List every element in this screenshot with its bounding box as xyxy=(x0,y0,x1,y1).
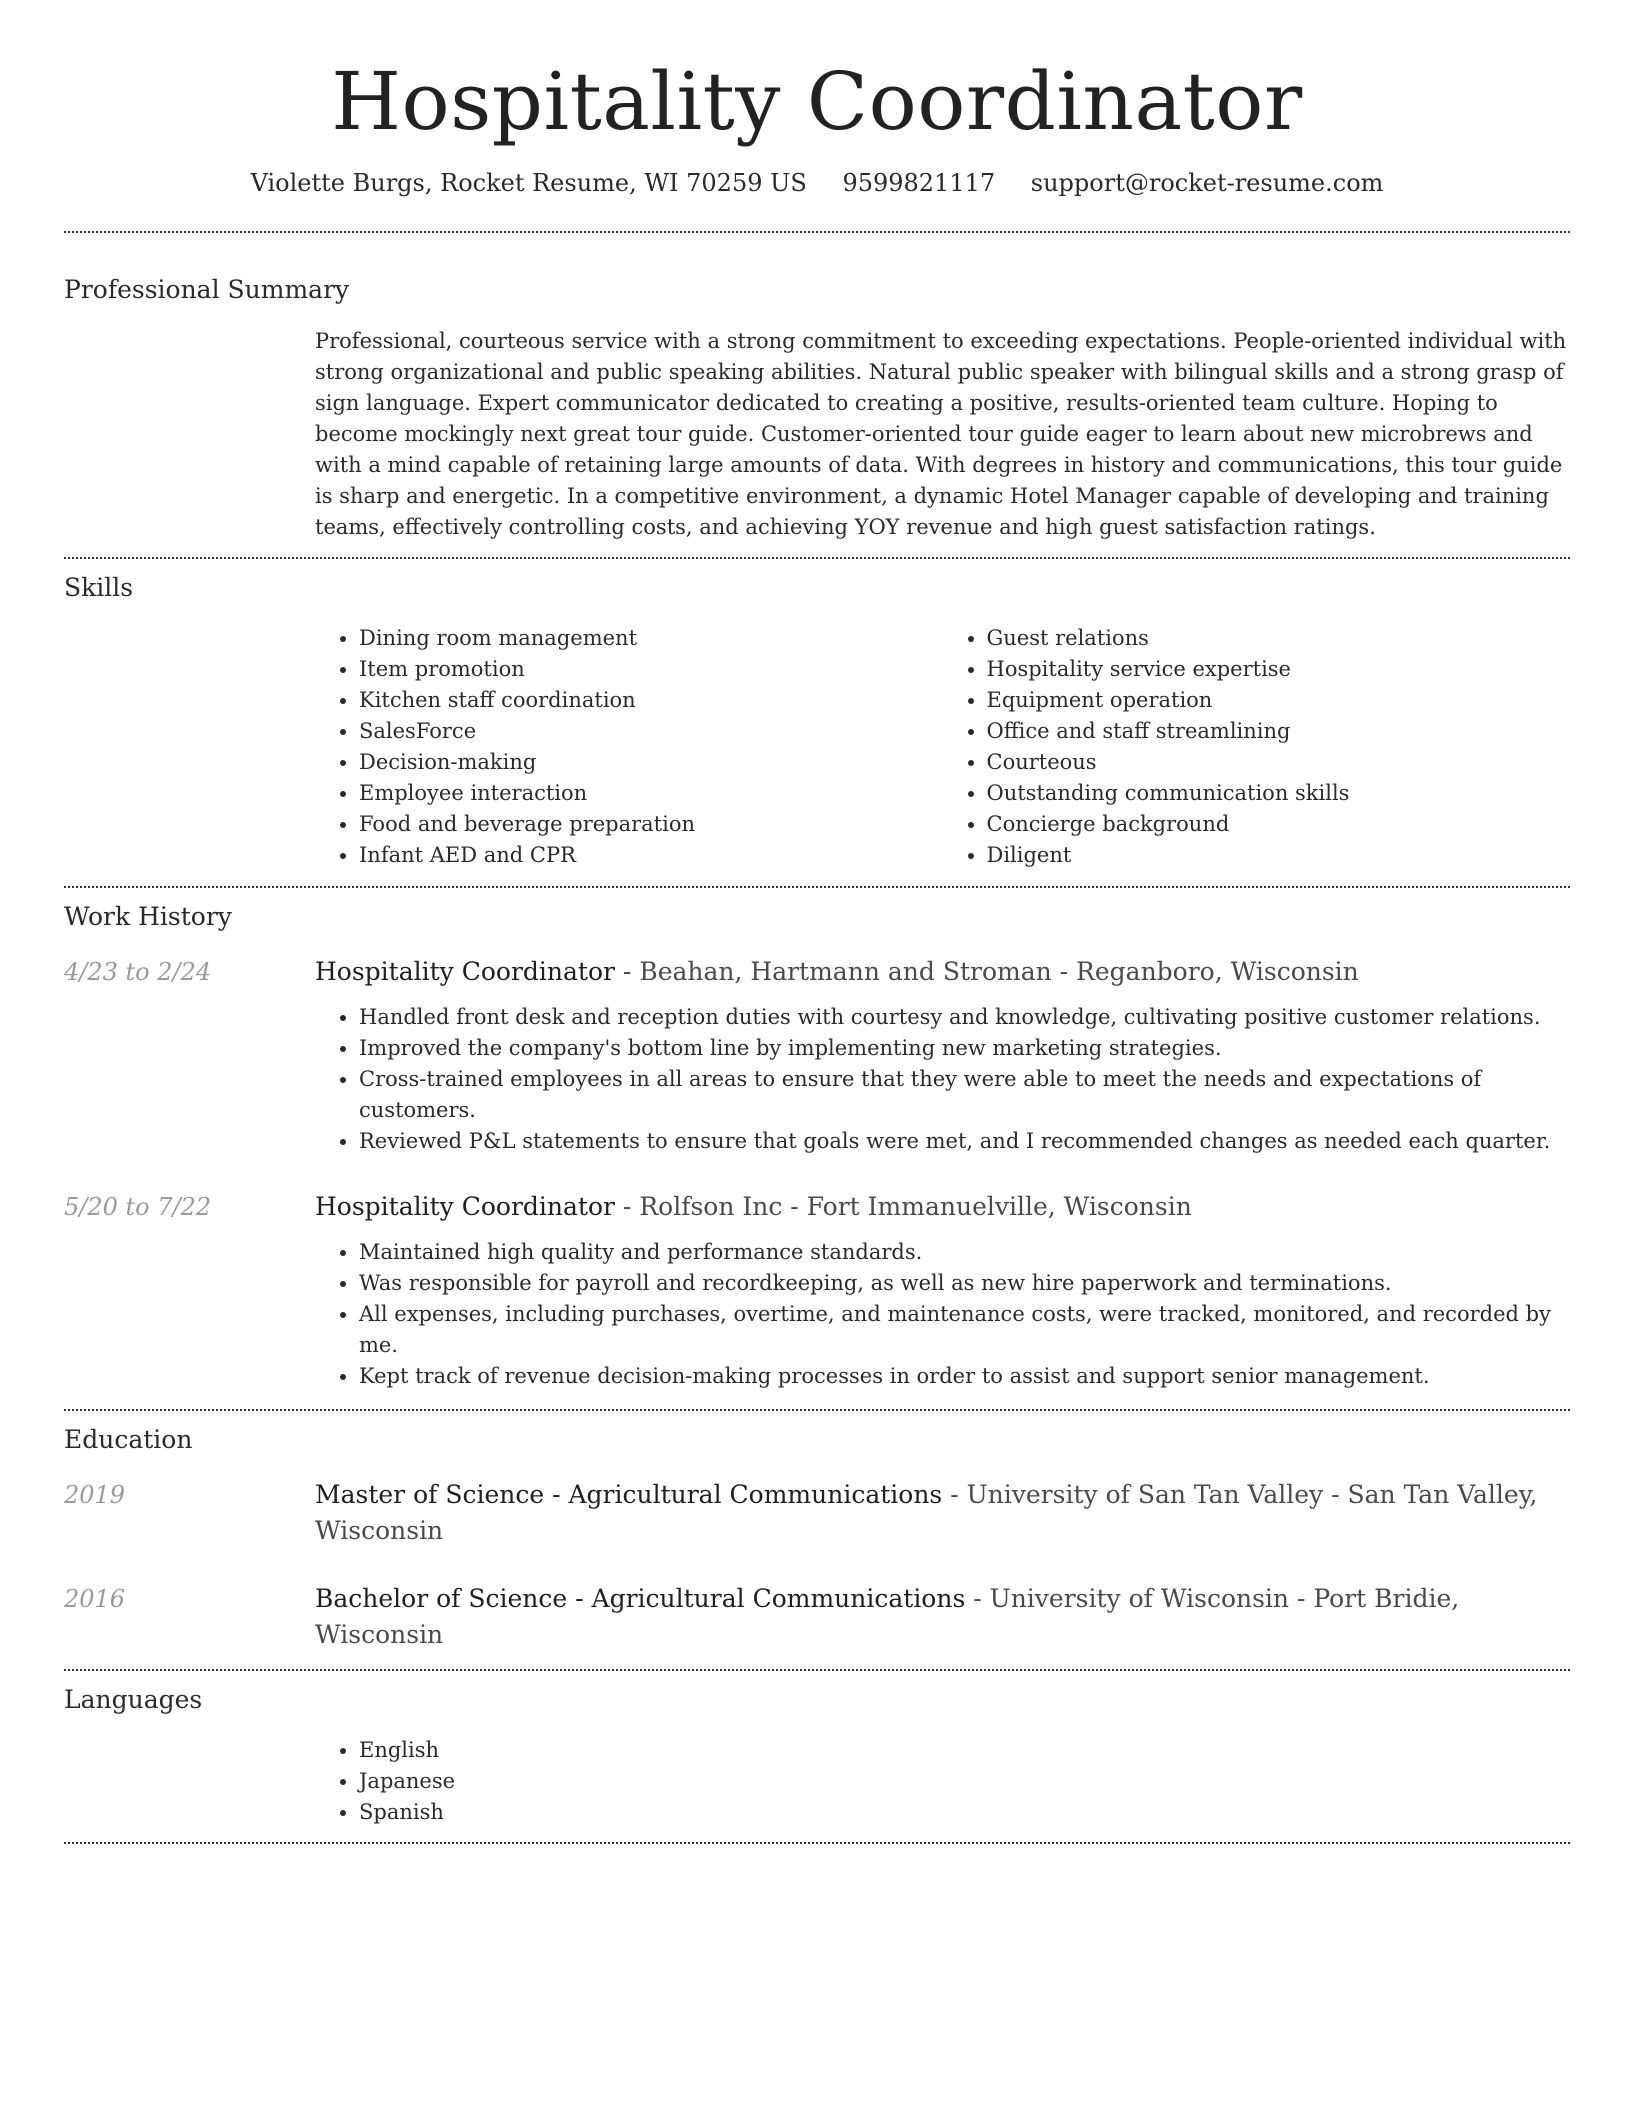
list-item: • Employee interaction xyxy=(359,778,943,809)
list-item: • Infant AED and CPR xyxy=(359,840,943,871)
list-item: • Food and beverage preparation xyxy=(359,809,943,840)
list-item: • Courteous xyxy=(987,747,1571,778)
education-heading-line xyxy=(315,1581,1570,1653)
education-heading: Education xyxy=(64,1425,193,1454)
list-item: • Cross-trained employees in all areas to ensure that they were able to meet the needs and expectations of customers. xyxy=(359,1064,1570,1126)
education-entry xyxy=(64,1477,1570,1549)
skills-list-right xyxy=(943,623,1571,871)
list-item: • English xyxy=(359,1735,1570,1766)
contact-line xyxy=(64,166,1570,200)
list-item: • Kitchen staff coordination xyxy=(359,685,943,716)
list-item: • Kept track of revenue decision-making processes in order to assist and support senior management. xyxy=(359,1361,1570,1392)
list-item: • Outstanding communication skills xyxy=(987,778,1571,809)
education-section xyxy=(64,1411,1570,1653)
list-item: • Concierge background xyxy=(987,809,1571,840)
list-item: • Guest relations xyxy=(987,623,1571,654)
contact-phone: 9599821117 xyxy=(842,169,996,197)
list-item: • Hospitality service expertise xyxy=(987,654,1571,685)
job-dates: 4/23 to 2/24 xyxy=(64,958,212,986)
list-item: • All expenses, including purchases, overtime, and maintenance costs, were tracked, monitored, and recorded by me. xyxy=(359,1299,1570,1361)
languages-heading: Languages xyxy=(64,1685,203,1714)
list-item: • Decision-making xyxy=(359,747,943,778)
summary-section xyxy=(64,233,1570,543)
skills-list-left xyxy=(315,623,943,871)
list-item: • Office and staff streamlining xyxy=(987,716,1571,747)
work-heading: Work History xyxy=(64,902,232,931)
education-degree: Master of Science - Agricultural Communications xyxy=(315,1480,943,1509)
education-school: - University of San Tan Valley - San Tan Valley, Wisconsin xyxy=(315,1480,1538,1545)
list-item: • Equipment operation xyxy=(987,685,1571,716)
list-item: • Spanish xyxy=(359,1797,1570,1828)
languages-content xyxy=(315,1735,1570,1828)
skills-section xyxy=(64,559,1570,871)
languages-list xyxy=(315,1735,1570,1828)
skills-columns xyxy=(315,623,1570,871)
list-item: • Reviewed P&L statements to ensure that goals were met, and I recommended changes as needed each quarter. xyxy=(359,1126,1570,1157)
list-item: • Japanese xyxy=(359,1766,1570,1797)
resume-page xyxy=(64,0,1570,1844)
list-item: • Was responsible for payroll and recordkeeping, as well as new hire paperwork and terminations. xyxy=(359,1268,1570,1299)
languages-section xyxy=(64,1671,1570,1828)
resume-title: Hospitality Coordinator xyxy=(331,55,1303,148)
job-bullets xyxy=(315,1002,1570,1157)
job-heading xyxy=(315,1189,1570,1225)
list-item: • Maintained high quality and performance standards. xyxy=(359,1237,1570,1268)
job-bullets xyxy=(315,1237,1570,1392)
list-item: • Diligent xyxy=(987,840,1571,871)
summary-text: Professional, courteous service with a strong commitment to exceeding expectations. People-oriented individual with strong organizational and public speaking abilities. Natural public speaker with bilingual skills and a strong grasp of sign language. Expert communicator dedicated to creating a positive, results-oriented team culture. Hoping to become mockingly next great tour guide. Customer-oriented tour guide eager to learn about new microbrews and with a mind capable of retaining large amounts of data. With degrees in history and communications, this tour guide is sharp and energetic. In a competitive environment, a dynamic Hotel Manager capable of developing and training teams, effectively controlling costs, and achieving YOY revenue and high guest satisfaction ratings. xyxy=(315,329,1567,539)
list-item: • Item promotion xyxy=(359,654,943,685)
contact-address: Violette Burgs, Rocket Resume, WI 70259 US xyxy=(250,169,807,197)
job-role: Hospitality Coordinator xyxy=(315,957,615,986)
divider xyxy=(64,1842,1570,1844)
job-heading xyxy=(315,954,1570,990)
education-degree: Bachelor of Science - Agricultural Communications xyxy=(315,1584,966,1613)
summary-heading: Professional Summary xyxy=(64,275,350,304)
education-year: 2016 xyxy=(64,1585,126,1613)
job-details xyxy=(315,1002,1570,1157)
contact-email: support@rocket-resume.com xyxy=(1030,169,1384,197)
list-item: • Handled front desk and reception duties with courtesy and knowledge, cultivating positive customer relations. xyxy=(359,1002,1570,1033)
education-entry xyxy=(64,1581,1570,1653)
education-heading-line xyxy=(315,1477,1570,1549)
job-role: Hospitality Coordinator xyxy=(315,1192,615,1221)
job-company-location: - Beahan, Hartmann and Stroman - Reganboro, Wisconsin xyxy=(614,957,1359,986)
job-details xyxy=(315,1237,1570,1392)
skills-heading: Skills xyxy=(64,573,134,602)
job-entry xyxy=(64,954,1570,1157)
education-year: 2019 xyxy=(64,1481,126,1509)
list-item: • SalesForce xyxy=(359,716,943,747)
list-item: • Improved the company's bottom line by implementing new marketing strategies. xyxy=(359,1033,1570,1064)
job-dates: 5/20 to 7/22 xyxy=(64,1193,212,1221)
job-company-location: - Rolfson Inc - Fort Immanuelville, Wisconsin xyxy=(614,1192,1192,1221)
summary-content xyxy=(315,326,1570,543)
list-item: • Dining room management xyxy=(359,623,943,654)
work-section xyxy=(64,888,1570,1392)
resume-header xyxy=(64,0,1570,200)
job-entry xyxy=(64,1189,1570,1392)
education-school: - University of Wisconsin - Port Bridie, Wisconsin xyxy=(315,1584,1460,1649)
